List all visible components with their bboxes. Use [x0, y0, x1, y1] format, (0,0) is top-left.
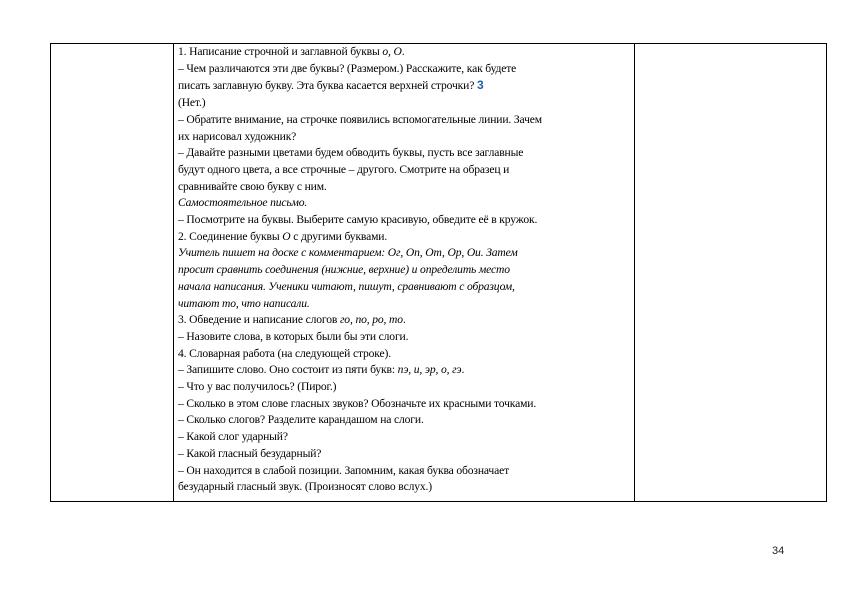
- text-fragment: .: [461, 363, 465, 377]
- italic-text: начала написания. Ученики читают, пишут, сравнивают с образцом,: [178, 279, 515, 293]
- text-line: [178, 296, 631, 313]
- text-fragment: – Он находится в слабой позиции. Запомним, какая буква обозначает: [178, 463, 510, 477]
- text-line: [178, 195, 631, 212]
- text-fragment: будут одного цвета, а все строчные – другого. Смотрите на образец и: [178, 162, 510, 176]
- text-fragment: 3. Обведение и написание слогов: [178, 313, 340, 327]
- text-fragment: .: [402, 313, 406, 327]
- table-row: [51, 44, 827, 502]
- right-column-cell: [635, 44, 827, 502]
- text-fragment: – Посмотрите на буквы. Выберите самую красивую, обведите её в кружок.: [178, 213, 538, 227]
- text-fragment: сравнивайте свою букву с ним.: [178, 179, 327, 193]
- page-number: 34: [772, 545, 785, 557]
- text-line: [178, 229, 631, 246]
- text-fragment: (Нет.): [178, 96, 206, 110]
- text-fragment: 4. Словарная работа (на следующей строке).: [178, 346, 391, 360]
- text-line: [178, 262, 631, 279]
- text-fragment: – Давайте разными цветами будем обводить буквы, пусть все заглавные: [178, 146, 524, 160]
- text-fragment: – Чем различаются эти две буквы? (Размером.) Расскажите, как будете: [178, 61, 517, 75]
- italic-text: го, по, ро, то: [339, 313, 403, 327]
- text-line: [178, 245, 631, 262]
- lesson-text: [174, 44, 634, 496]
- italic-text: читают то, что написали.: [178, 296, 310, 310]
- text-line: [178, 329, 631, 346]
- lesson-content-cell: [174, 44, 635, 502]
- text-fragment: – Какой гласный безударный?: [178, 446, 322, 460]
- text-line: [178, 145, 631, 162]
- text-fragment: – Запишите слово. Оно состоит из пяти букв:: [178, 363, 398, 377]
- text-line: [178, 362, 631, 379]
- text-line: [178, 446, 631, 463]
- text-line: [178, 463, 631, 480]
- text-line: [178, 429, 631, 446]
- left-column-cell: [51, 44, 174, 502]
- italic-text: Учитель пишет на доске с комментарием: Ог, Оп, От, Ор, Ои. Затем: [178, 246, 518, 260]
- italic-text: пэ, и, эр, о, гэ: [397, 363, 462, 377]
- text-line: [178, 346, 631, 363]
- text-fragment: их нарисовал художник?: [178, 129, 297, 143]
- text-fragment: – Какой слог ударный?: [178, 430, 288, 444]
- text-fragment: 1. Написание строчной и заглавной буквы: [178, 45, 383, 58]
- italic-text: о, О: [382, 45, 402, 58]
- italic-text: Самостоятельное письмо.: [178, 196, 308, 210]
- text-line: [178, 279, 631, 296]
- text-line: [178, 77, 631, 95]
- italic-text: О: [282, 229, 291, 243]
- text-fragment: .: [401, 45, 405, 58]
- text-line: [178, 212, 631, 229]
- italic-text: просит сравнить соединения (нижние, верхние) и определить место: [178, 263, 510, 277]
- text-line: [178, 396, 631, 413]
- lesson-table: [50, 43, 827, 502]
- text-line: [178, 479, 631, 496]
- text-line: [178, 129, 631, 146]
- text-line: [178, 412, 631, 429]
- text-line: [178, 162, 631, 179]
- text-line: [178, 179, 631, 196]
- text-line: [178, 44, 631, 61]
- text-fragment: писать заглавную букву. Эта буква касается верхней строчки?: [178, 79, 477, 93]
- text-line: [178, 61, 631, 78]
- text-fragment: 2. Соединение буквы: [178, 229, 283, 243]
- text-fragment: безударный гласный звук. (Произносят слово вслух.): [178, 480, 432, 494]
- text-line: [178, 379, 631, 396]
- text-line: [178, 95, 631, 112]
- text-line: [178, 112, 631, 129]
- text-fragment: – Сколько слогов? Разделите карандашом на слоги.: [178, 413, 424, 427]
- text-fragment: – Сколько в этом слове гласных звуков? Обозначьте их красными точками.: [178, 396, 537, 410]
- text-line: [178, 312, 631, 329]
- text-fragment: с другими буквами.: [290, 229, 388, 243]
- marker-number: 3: [476, 78, 484, 93]
- text-fragment: – Что у вас получилось? (Пирог.): [178, 380, 337, 394]
- text-fragment: – Назовите слова, в которых были бы эти слоги.: [178, 329, 409, 343]
- text-fragment: – Обратите внимание, на строчке появились вспомогательные линии. Зачем: [178, 112, 542, 126]
